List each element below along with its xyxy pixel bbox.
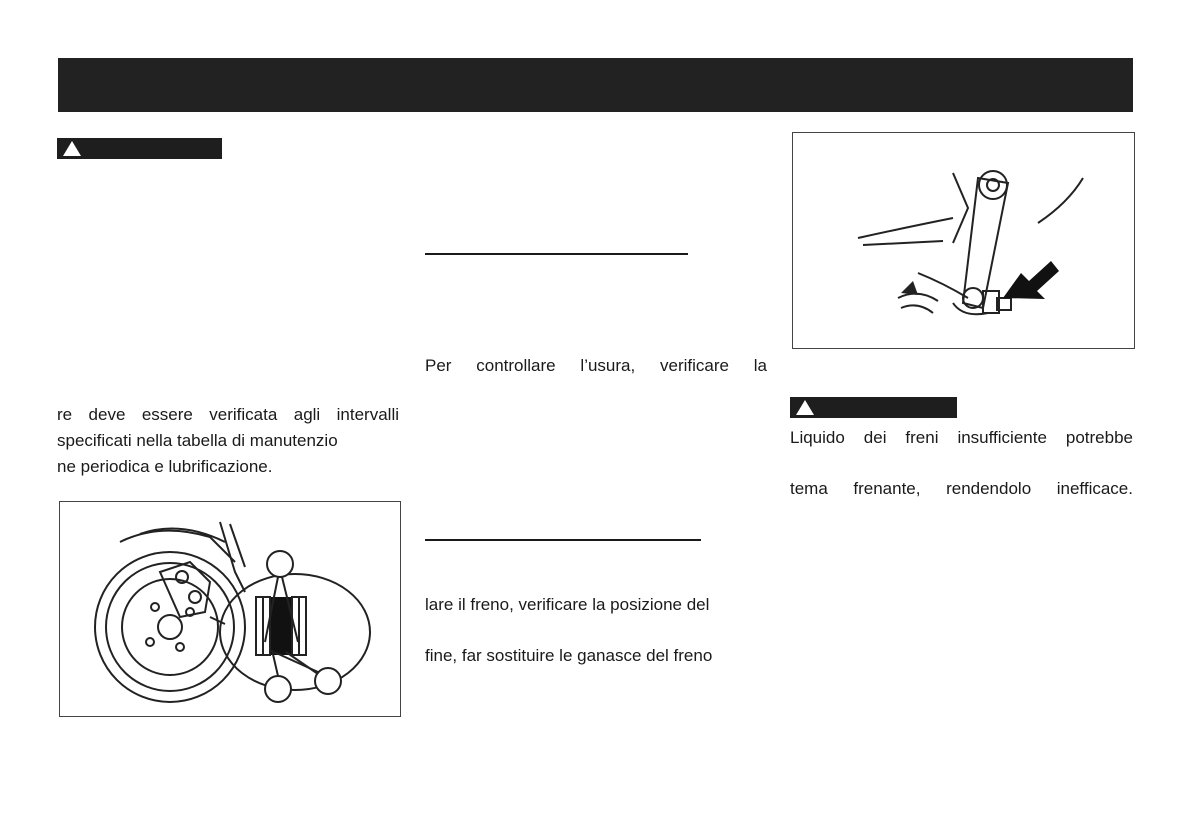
middle-text-line-1: Per controllare l’usura, verificare la [425, 356, 767, 375]
warning-triangle-icon [796, 400, 814, 415]
page-header-bar [58, 58, 1133, 112]
left-text-line-3: ne periodica e lubrificazione. [57, 457, 273, 476]
front-wheel-brake-figure [59, 501, 401, 717]
warning-label-right [790, 397, 957, 418]
warning-label-left [57, 138, 222, 159]
black-arrow-icon [1003, 261, 1059, 299]
right-text-line-1: Liquido dei freni insufficiente potrebbe [790, 428, 1133, 447]
brake-lever-illustration [793, 133, 1136, 350]
middle-text-line-3: fine, far sostituire le ganasce del freno [425, 646, 713, 665]
warning-triangle-icon [63, 141, 81, 156]
right-text-line-2: tema frenante, rendendolo inefficace. [790, 479, 1133, 498]
rotation-arrow-icon [901, 281, 918, 295]
section-underline-1 [425, 253, 688, 255]
left-text-line-1: re deve essere verificata agli intervalli [57, 405, 399, 424]
brake-lever-adjust-figure [792, 132, 1135, 349]
brake-wheel-illustration [60, 502, 402, 718]
middle-text-line-2: lare il freno, verificare la posizione del [425, 595, 710, 614]
left-text-line-2: specificati nella tabella di manutenzio [57, 431, 338, 450]
section-underline-2 [425, 539, 701, 541]
